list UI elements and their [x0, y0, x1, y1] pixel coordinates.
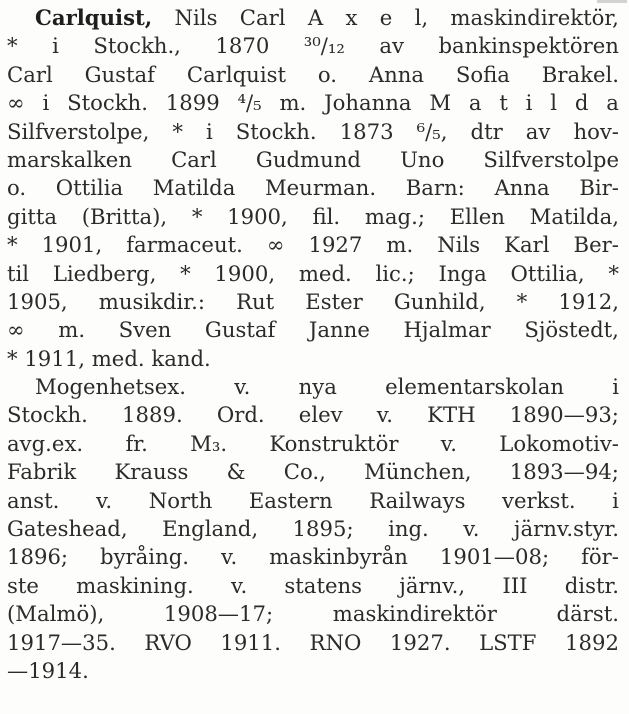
word: Silfverstolpe	[483, 146, 619, 172]
word: England,	[162, 516, 259, 542]
text-line	[7, 430, 619, 458]
word: 1895;	[292, 516, 354, 542]
word: Nils	[437, 232, 481, 258]
word: Gustaf	[84, 61, 156, 87]
word: av	[525, 118, 551, 144]
word: v.	[376, 402, 393, 428]
word: ³⁰/₁₂	[303, 33, 345, 59]
word: Carl	[7, 61, 53, 87]
word: musikdir.:	[98, 288, 205, 314]
word: därst.	[556, 601, 619, 627]
word: *	[516, 288, 528, 314]
word: i	[52, 33, 59, 59]
word: Liedberg,	[52, 260, 157, 286]
word: 1911.	[220, 629, 281, 655]
word: *	[191, 203, 203, 229]
word: nya	[298, 374, 337, 400]
word: Mogenhetsex.	[35, 374, 186, 400]
word: ∞	[7, 90, 25, 116]
word: fr.	[125, 430, 148, 456]
word: dtr	[470, 118, 503, 144]
word: v.	[234, 374, 251, 400]
word: 1905,	[7, 288, 68, 314]
word: Anna	[494, 175, 550, 201]
word: farmaceut.	[126, 232, 243, 258]
word: avg.ex.	[7, 430, 84, 456]
word: ⁴/₅	[237, 90, 262, 116]
word: distr.	[564, 572, 619, 598]
word: 1892	[565, 629, 619, 655]
word: ing.	[388, 516, 429, 542]
word: Janne	[308, 317, 370, 343]
word: 1900,	[227, 203, 288, 229]
text-line	[7, 146, 619, 174]
word: v.	[230, 572, 248, 598]
word: 1912,	[558, 288, 619, 314]
word: Stockh.	[235, 118, 317, 144]
word: Sjöstedt,	[524, 317, 619, 343]
word: &	[226, 459, 246, 485]
word: Ord.	[216, 402, 265, 428]
line-text: —1914.	[7, 657, 89, 683]
biographical-entry	[7, 4, 619, 685]
word: a	[468, 90, 482, 116]
text-line	[7, 401, 619, 429]
word: *	[180, 260, 191, 286]
headword: Carlquist,	[35, 5, 153, 30]
line-text: * 1911, med. kand.	[7, 345, 211, 371]
word: elementarskolan	[385, 374, 564, 400]
word: v.	[95, 487, 113, 513]
text-line	[7, 174, 619, 202]
word: fil.	[312, 203, 341, 229]
word: Carl	[171, 146, 217, 172]
word: järnv.,	[399, 572, 466, 598]
word: KTH	[427, 402, 476, 428]
word: för-	[581, 544, 619, 570]
word: Krauss	[114, 459, 189, 485]
text-line	[7, 572, 619, 600]
word: LSTF	[479, 629, 537, 655]
word: Stockh.	[7, 402, 88, 428]
word: maskindirektör	[332, 601, 497, 627]
text-line	[7, 316, 619, 344]
word: e	[379, 5, 393, 30]
word: Matilda,	[529, 203, 619, 229]
word: Ester	[305, 288, 363, 314]
word: m.	[279, 90, 307, 116]
word: 1889.	[122, 402, 183, 428]
word: Sven	[118, 317, 172, 343]
word: Lokomotiv-	[499, 430, 619, 456]
word: 1899	[165, 90, 220, 116]
word: Fabrik	[7, 459, 77, 485]
text-line	[7, 373, 619, 401]
word: mag.;	[364, 203, 425, 229]
word: 1896;	[7, 544, 69, 570]
word: Brakel.	[541, 61, 619, 87]
word: 1901,	[41, 232, 103, 258]
word: i	[525, 90, 533, 116]
word: Ber-	[573, 232, 619, 258]
word: maskinbyrån	[269, 544, 408, 570]
word: Anna	[368, 61, 425, 87]
word: marskalken	[7, 146, 132, 172]
word: maskindirektör,	[450, 5, 619, 30]
word: med.	[298, 260, 352, 286]
word: statens	[284, 572, 363, 598]
word: 1900,	[214, 260, 276, 286]
text-line	[7, 288, 619, 316]
word: Gustaf	[204, 317, 276, 343]
word: Stockh.	[67, 90, 148, 116]
word: M₃.	[190, 430, 228, 456]
text-line	[7, 515, 619, 543]
word: i	[205, 118, 213, 144]
word: Railways	[369, 487, 466, 513]
word: l	[550, 90, 558, 116]
word: Gunhild,	[393, 288, 486, 314]
word: ⁶/₅,	[416, 118, 448, 144]
word: Carlquist	[186, 61, 286, 87]
word: 1870	[215, 33, 270, 59]
word: 1893—94;	[509, 459, 619, 485]
text-line	[7, 260, 619, 288]
text-line	[7, 458, 619, 486]
word: Stockh.,	[93, 33, 181, 59]
word: 1901—08;	[439, 544, 550, 570]
word: verkst.	[501, 487, 576, 513]
word: Eastern	[248, 487, 333, 513]
word: (Britta),	[81, 203, 168, 229]
word: Inga	[438, 260, 487, 286]
text-line	[7, 203, 619, 231]
word: *	[7, 232, 18, 258]
word: Rut	[236, 288, 275, 314]
word: d	[574, 90, 589, 116]
word: Meurman.	[264, 175, 377, 201]
word: Konstruktör	[269, 430, 399, 456]
text-line	[7, 32, 619, 60]
word: 1927.	[389, 629, 451, 655]
word: m.	[58, 317, 86, 343]
word: v.	[463, 516, 480, 542]
word: ∞	[7, 317, 25, 343]
word: Uno	[400, 146, 445, 172]
word: Co.,	[283, 459, 326, 485]
word: x	[345, 5, 358, 30]
word: Bir-	[579, 175, 619, 201]
word: av	[379, 33, 404, 59]
word: 1927	[308, 232, 363, 258]
text-line	[7, 118, 619, 146]
word: a	[606, 90, 619, 116]
text-line	[7, 657, 619, 685]
word: RVO	[144, 629, 192, 655]
word: *	[172, 118, 183, 144]
text-line	[7, 600, 619, 628]
word: ste	[7, 572, 39, 598]
word: 1917—35.	[7, 629, 116, 655]
word: 1890—93;	[509, 402, 619, 428]
word: l,	[414, 5, 429, 30]
word: gitta	[7, 203, 57, 229]
word: 1908—17;	[163, 601, 274, 627]
word: Ottilia,	[510, 260, 585, 286]
word: maskining.	[76, 572, 194, 598]
word: RNO	[309, 629, 362, 655]
word: lic.;	[375, 260, 415, 286]
word: v.	[220, 544, 238, 570]
text-line	[7, 629, 619, 657]
word: *	[7, 33, 18, 59]
text-line	[7, 89, 619, 117]
word: Ellen	[449, 203, 505, 229]
word: järnv.styr.	[513, 516, 619, 542]
word: North	[148, 487, 213, 513]
word: Hjalmar	[403, 317, 491, 343]
word: (Malmö),	[7, 601, 105, 627]
word: i	[612, 487, 619, 513]
word: anst.	[7, 487, 60, 513]
word: i	[42, 90, 50, 116]
word: hov-	[573, 118, 619, 144]
word: m.	[386, 232, 414, 258]
word: i	[612, 374, 619, 400]
word: byråing.	[100, 544, 190, 570]
word: III	[502, 572, 528, 598]
word: v.	[440, 430, 457, 456]
text-line	[7, 543, 619, 571]
word: München,	[364, 459, 472, 485]
text-line	[7, 487, 619, 515]
word: Ottilia	[55, 175, 124, 201]
word: *	[608, 260, 619, 286]
word: Matilda	[152, 175, 236, 201]
word: ∞	[266, 232, 285, 258]
text-line	[7, 4, 619, 32]
word: A	[307, 5, 324, 30]
word: Nils	[174, 5, 218, 30]
text-line	[7, 231, 619, 259]
text-line	[7, 61, 619, 89]
word: bankinspektören	[438, 33, 619, 59]
word: Carl	[239, 5, 286, 30]
text-line	[7, 345, 619, 373]
word: elev	[298, 402, 343, 428]
word: Johanna	[324, 90, 412, 116]
word: til	[7, 260, 30, 286]
word: Sofia	[455, 61, 510, 87]
word: Gateshead,	[7, 516, 128, 542]
word: M	[429, 90, 452, 116]
word: Barn:	[405, 175, 465, 201]
word: o.	[317, 61, 337, 87]
word: Gudmund	[255, 146, 361, 172]
word: Silfverstolpe,	[7, 118, 150, 144]
word: t	[499, 90, 508, 116]
word: 1873	[339, 118, 394, 144]
word: o.	[7, 175, 27, 201]
word: Karl	[504, 232, 550, 258]
